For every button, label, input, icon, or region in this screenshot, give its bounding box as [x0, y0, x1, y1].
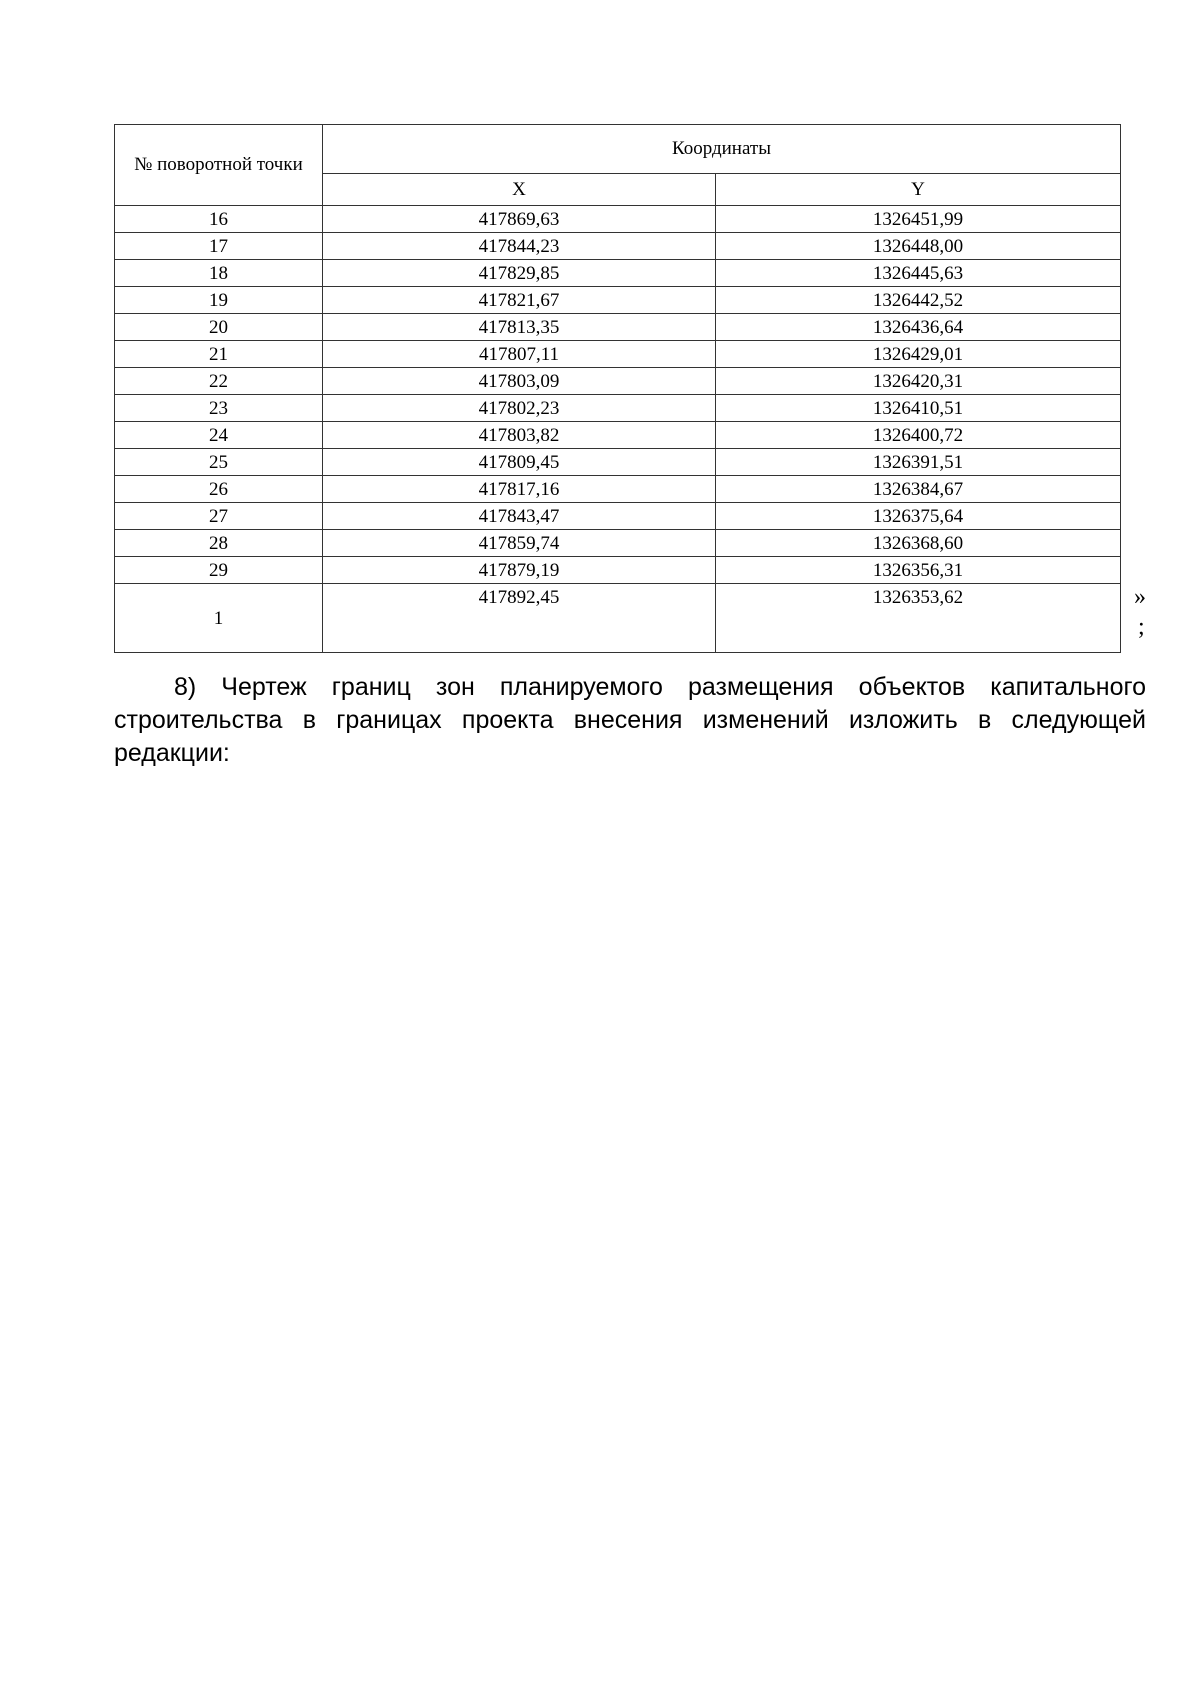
- x-cell: 417802,23: [323, 395, 716, 422]
- table-row: [115, 368, 1121, 395]
- point-cell: 17: [115, 233, 323, 260]
- table-row: [115, 530, 1121, 557]
- x-cell: 417817,16: [323, 476, 716, 503]
- x-cell: 417809,45: [323, 449, 716, 476]
- y-cell: 1326375,64: [716, 503, 1121, 530]
- table-row: [115, 557, 1121, 584]
- x-cell: 417859,74: [323, 530, 716, 557]
- y-cell: 1326410,51: [716, 395, 1121, 422]
- x-cell: 417892,45: [323, 584, 716, 653]
- point-cell: 25: [115, 449, 323, 476]
- y-cell: 1326445,63: [716, 260, 1121, 287]
- closing-quote: »: [1134, 584, 1146, 610]
- point-cell: 26: [115, 476, 323, 503]
- closing-semicolon: ;: [1138, 614, 1145, 640]
- table-row: [115, 395, 1121, 422]
- point-cell: 16: [115, 206, 323, 233]
- y-cell: 1326436,64: [716, 314, 1121, 341]
- x-cell: 417821,67: [323, 287, 716, 314]
- x-cell: 417844,23: [323, 233, 716, 260]
- table-row: [115, 206, 1121, 233]
- table-row: [115, 449, 1121, 476]
- y-cell: 1326451,99: [716, 206, 1121, 233]
- y-cell: 1326353,62: [716, 584, 1121, 653]
- y-cell: 1326384,67: [716, 476, 1121, 503]
- table-row: [115, 503, 1121, 530]
- x-cell: 417843,47: [323, 503, 716, 530]
- x-cell: 417879,19: [323, 557, 716, 584]
- y-cell: 1326368,60: [716, 530, 1121, 557]
- header-point-number: № поворотной точки: [115, 125, 323, 206]
- x-cell: 417813,35: [323, 314, 716, 341]
- point-cell: 22: [115, 368, 323, 395]
- point-cell: 19: [115, 287, 323, 314]
- table-row: [115, 584, 1121, 653]
- x-cell: 417869,63: [323, 206, 716, 233]
- y-cell: 1326356,31: [716, 557, 1121, 584]
- header-y: Y: [716, 173, 1121, 205]
- table-row: [115, 314, 1121, 341]
- x-cell: 417829,85: [323, 260, 716, 287]
- point-cell: 18: [115, 260, 323, 287]
- point-cell: 23: [115, 395, 323, 422]
- y-cell: 1326391,51: [716, 449, 1121, 476]
- y-cell: 1326400,72: [716, 422, 1121, 449]
- table-row: [115, 260, 1121, 287]
- table-row: [115, 287, 1121, 314]
- x-cell: 417807,11: [323, 341, 716, 368]
- coordinates-table: [114, 124, 1121, 653]
- point-cell: 1: [115, 584, 323, 653]
- y-cell: 1326448,00: [716, 233, 1121, 260]
- header-x: X: [323, 173, 716, 205]
- point-cell: 29: [115, 557, 323, 584]
- table-row: [115, 233, 1121, 260]
- x-cell: 417803,09: [323, 368, 716, 395]
- point-cell: 20: [115, 314, 323, 341]
- header-coordinates: Координаты: [323, 125, 1121, 174]
- table-row: [115, 341, 1121, 368]
- y-cell: 1326442,52: [716, 287, 1121, 314]
- x-cell: 417803,82: [323, 422, 716, 449]
- point-cell: 27: [115, 503, 323, 530]
- table-row: [115, 476, 1121, 503]
- body-paragraph: 8) Чертеж границ зон планируемого размещения объектов капитального строительства в границах проекта внесения изменений изложить в следующей редакции:: [114, 673, 1146, 767]
- point-cell: 24: [115, 422, 323, 449]
- y-cell: 1326429,01: [716, 341, 1121, 368]
- point-cell: 28: [115, 530, 323, 557]
- point-cell: 21: [115, 341, 323, 368]
- table-row: [115, 422, 1121, 449]
- y-cell: 1326420,31: [716, 368, 1121, 395]
